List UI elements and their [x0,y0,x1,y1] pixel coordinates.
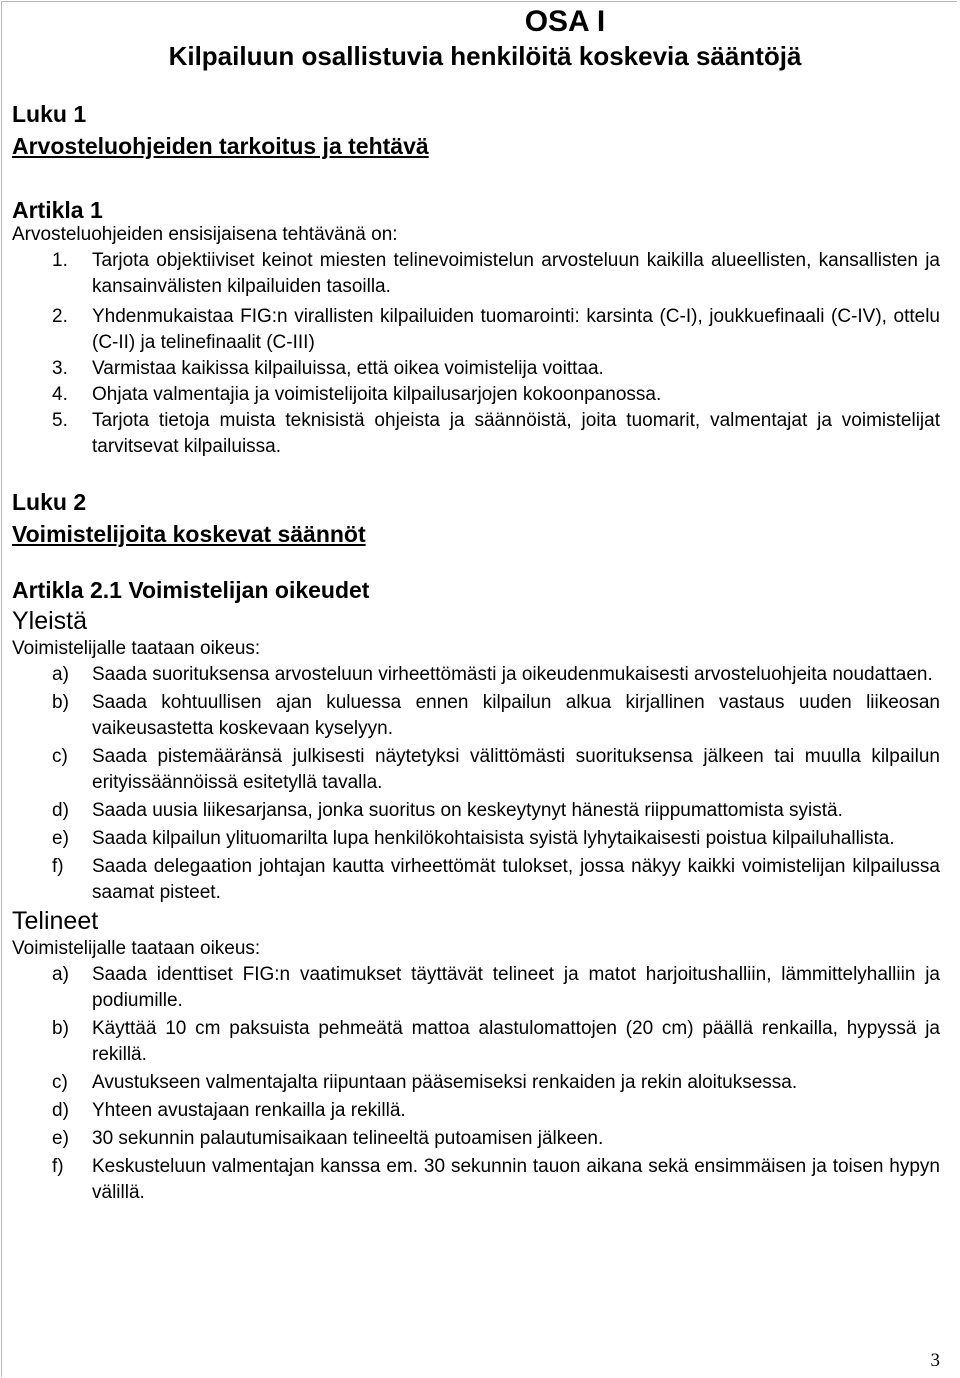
list-item-letter: f) [52,856,64,877]
list-item-text: Saada suorituksensa arvosteluun virheettömästi ja oikeudenmukaisesti arvosteluohjeita noudattaen. [92,664,933,685]
list-item-text: Avustukseen valmentajalta riipuntaan pääsemiseksi renkaiden ja rekin aloituksessa. [92,1072,798,1093]
list-item [12,1016,940,1068]
list-item [12,854,940,906]
section-heading-yleista: Yleistä [12,607,88,635]
list-item-letter: d) [52,800,69,821]
list-item [12,304,940,356]
rights-list-apparatus [12,962,940,1206]
list-item-number: 4. [52,384,68,405]
list-item-letter: c) [52,746,68,767]
list-item-text: Käyttää 10 cm paksuista pehmeätä mattoa alastulomattojen (20 cm) päällä renkailla, hypyssä ja rekillä. [92,1018,940,1065]
chapter-2-label: Luku 2 [12,489,87,515]
page-number: 3 [930,1350,940,1371]
list-item [12,408,940,460]
list-item-text: 30 sekunnin palautumisaikaan telineeltä putoamisen jälkeen. [92,1128,604,1149]
list-item-letter: b) [52,1018,69,1039]
list-item-text: Yhteen avustajaan renkailla ja rekillä. [92,1100,406,1121]
list-item-letter: d) [52,1100,69,1121]
section-heading-telineet: Telineet [12,907,99,935]
chapter-2-title: Voimistelijoita koskevat säännöt [12,521,366,547]
rights-list-general [12,662,940,906]
chapter-1-label: Luku 1 [12,101,87,127]
list-item-text: Keskusteluun valmentajan kanssa em. 30 sekunnin tauon aikana sekä ensimmäisen ja toisen hypyn välillä. [92,1156,940,1203]
list-item-text: Saada uusia liikesarjansa, jonka suoritus on keskeytynyt hänestä riippumattomista syistä. [92,800,843,821]
article-1 [12,194,940,460]
list-item-letter: b) [52,692,69,713]
list-item-number: 5. [52,410,68,431]
list-item [12,1154,940,1206]
list-item-text: Tarjota objektiiviset keinot miesten telinevoimistelun arvosteluun kaikilla alueellisten, kansallisten ja kansainvälisten kilpailuiden tasoilla. [92,250,940,297]
chapter-1-heading [12,98,940,162]
list-item [12,826,940,852]
list-item-letter: c) [52,1072,68,1093]
list-item-text: Varmistaa kaikissa kilpailuissa, että oikea voimistelija voittaa. [92,358,604,379]
list-item-text: Saada kilpailun ylituomarilta lupa henkilökohtaisista syistä lyhytaikaisesti poistua kilpailuhallista. [92,828,895,849]
list-item-text: Ohjata valmentajia ja voimistelijoita kilpailusarjojen kokoonpanossa. [92,384,662,405]
section-yleista-intro: Voimistelijalle taataan oikeus: [12,638,261,659]
list-item [12,798,940,824]
list-item-letter: a) [52,664,69,685]
page-header [0,4,960,72]
list-item-letter: e) [52,1128,69,1149]
article-1-list [12,248,940,460]
list-item [12,1098,940,1124]
list-item [12,356,940,382]
list-item-number: 2. [52,306,68,327]
list-item-text: Saada delegaation johtajan kautta virheettömät tulokset, jossa näkyy kaikki voimistelijan kilpailussa saamat pisteet. [92,856,940,903]
list-item-text: Saada identtiset FIG:n vaatimukset täyttävät telineet ja matot harjoitushalliin, lämmittelyhalliin ja podiumille. [92,964,940,1011]
part-title: OSA I [524,5,606,38]
list-item [12,382,940,408]
list-item [12,690,940,742]
list-item-text: Tarjota tietoja muista teknisistä ohjeista ja säännöistä, joita tuomarit, valmentajat ja voimistelijat tarvitsevat kilpailuissa. [92,410,940,457]
chapter-1-title: Arvosteluohjeiden tarkoitus ja tehtävä [12,133,429,159]
list-item [12,248,940,300]
list-item-number: 3. [52,358,68,379]
list-item [12,962,940,1014]
list-item-text: Yhdenmukaistaa FIG:n virallisten kilpailuiden tuomarointi: karsinta (C-I), joukkuefinaali (C-IV), ottelu (C-II) ja telinefinaalit (C-III) [92,306,940,353]
article-2-1 [12,574,940,1206]
list-item-letter: e) [52,828,69,849]
list-item [12,1126,940,1152]
list-item [12,662,940,688]
list-item-letter: a) [52,964,69,985]
list-item [12,1070,940,1096]
part-subtitle: Kilpailuun osallistuvia henkilöitä koskevia sääntöjä [168,41,802,71]
chapter-2-heading [12,486,940,550]
article-1-intro: Arvosteluohjeiden ensisijaisena tehtävänä on: [12,224,398,245]
list-item-text: Saada pistemääränsä julkisesti näytetyksi välittömästi suorituksensa jälkeen tai muulla kilpailun erityissäännöissä esitetyllä tavalla. [92,746,940,793]
section-telineet-intro: Voimistelijalle taataan oikeus: [12,938,261,959]
list-item-letter: f) [52,1156,64,1177]
list-item-number: 1. [52,250,68,271]
article-1-title: Artikla 1 [12,197,103,223]
list-item-text: Saada kohtuullisen ajan kuluessa ennen kilpailun alkua kirjallinen vastaus uuden liikeosan vaikeusastetta koskevaan kyselyyn. [92,692,940,739]
article-2-1-title: Artikla 2.1 Voimistelijan oikeudet [12,577,370,603]
list-item [12,744,940,796]
